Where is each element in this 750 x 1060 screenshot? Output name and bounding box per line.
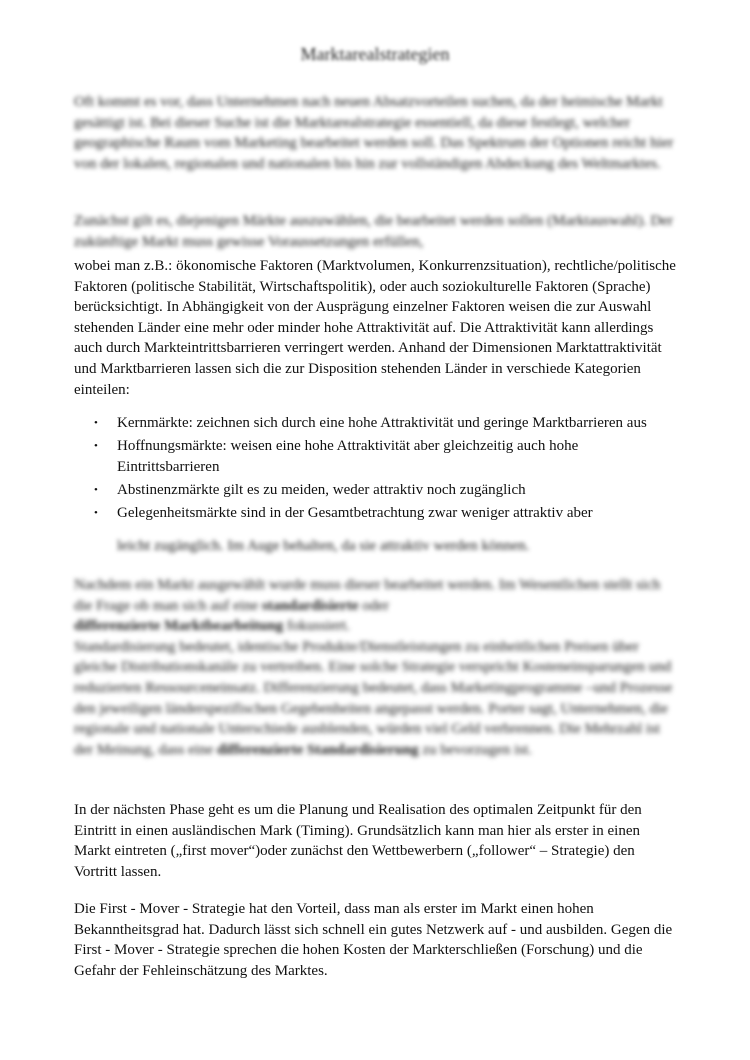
list-item-continuation-blurred: leicht zugänglich. Im Auge behalten, da sie attraktiv werden können. <box>117 538 530 554</box>
list-item <box>94 413 684 434</box>
paragraph-market-processing-blurred <box>74 575 680 760</box>
list-item-text: Gelegenheitsmärkte sind in der Gesamtbetrachtung zwar weniger attraktiv aber <box>117 504 593 521</box>
text-run: fokussiert. <box>287 618 350 635</box>
bullet-icon: • <box>94 506 98 519</box>
paragraph-intro-blurred: Oft kommt es vor, dass Unternehmen nach neuen Absatzvorteilen suchen, da der heimische Markt gesättigt ist. Bei dieser Suche ist die Marktarealstrategie essentiell, da diese festlegt, welcher geographische Raum vom Marketing bearbeitet werden soll. Das Spektrum der Optionen reicht hier von der lokalen, regionalen und nationalen bis hin zur vollständigen Abdeckung des Weltmarktes. <box>74 94 674 172</box>
bullet-icon: • <box>94 417 98 429</box>
text-run: Nachdem ein Markt ausgewählt wurde muss dieser bearbeitet werden. Im Wesentlichen stellt sich die Frage ob man sich auf eine <box>74 577 661 614</box>
paragraph-timing: In der nächsten Phase geht es um die Planung und Realisation des optimalen Zeitpunkt für den Eintritt in einen ausländischen Mark (Timing). Grundsätzlich kann man hier als erster in einen Markt eintreten („first mover“)oder zunächst den Wettbewerbern („follower“ – Strategie) den Vortritt lassen. <box>74 802 642 880</box>
market-category-list <box>94 413 684 526</box>
bullet-icon: • <box>94 439 98 452</box>
paragraph-first-mover: Die First - Mover - Strategie hat den Vorteil, dass man als erster im Markt einen hohen Bekanntheitsgrad hat. Dadurch lässt sich schnell ein gutes Netzwerk auf - und ausbilden. Gegen die First - Mover - Strategie sprechen die hohen Kosten der Markterschließen (Forschung) und die Gefahr der Fehleinschätzung des Marktes. <box>74 901 673 979</box>
list-item <box>94 480 684 501</box>
text-run: Standardisierung bedeutet, identische Produkte/Dienstleistungen zu einheitlichen Preisen über gleiche Distributionskanäle zu vertreiben. Eine solche Strategie verspricht Kosteneinsparungen und reduzierten Ressourceneinsatz. Differenzierung bedeutet, dass Marketingprogramme –und Prozesse den jeweiligen länderspezifischen Gegebenheiten angepasst werden. Porter sagt, Unternehmen, die regionale und nationale Unterschiede ausblenden, würden viel Geld verbrennen. Die Mehrzahl ist der Meinung, dass eine <box>74 638 673 758</box>
bullet-icon: • <box>94 483 98 496</box>
list-item <box>94 436 684 477</box>
document-title: Marktarealstrategien <box>300 44 450 64</box>
list-item-text: Hoffnungsmärkte: weisen eine hohe Attraktivität aber gleichzeitig auch hohe Eintrittsbarrieren <box>117 437 579 475</box>
emphasis-differenzierte-standardisierung: differenzierte Standardisierung <box>216 741 419 758</box>
paragraph-market-selection-blurred: Zunächst gilt es, diejenigen Märkte auszuwählen, die bearbeitet werden sollen (Marktauswahl). Der zukünftige Markt muss gewisse Voraussetzungen erfüllen, <box>74 213 673 250</box>
list-item-text: Kernmärkte: zeichnen sich durch eine hohe Attraktivität und geringe Marktbarrieren aus <box>117 415 647 431</box>
emphasis-differenziert: differenzierte Marktbearbeitung <box>74 618 284 635</box>
text-run: oder <box>362 597 389 614</box>
paragraph-market-selection: wobei man z.B.: ökonomische Faktoren (Marktvolumen, Konkurrenzsituation), rechtliche/politische Faktoren (politische Stabilität, Wirtschaftspolitik), oder auch soziokulturelle Faktoren (Sprache) berücksichtigt. In Abhängigkeit von der Ausprägung einzelner Faktoren weisen die zur Auswahl stehenden Länder eine mehr oder minder hohe Attraktivität auf. Die Attraktivität kann allerdings auch durch Markteintrittsbarrieren verringert werden. Anhand der Dimensionen Marktattraktivität und Marktbarrieren lassen sich die zur Disposition stehenden Länder in verschiede Kategorien einteilen: <box>74 258 676 398</box>
list-item <box>94 503 684 524</box>
list-item-text: Abstinenzmärkte gilt es zu meiden, weder attraktiv noch zugänglich <box>117 481 526 498</box>
emphasis-standardisiert: standardisierte <box>261 597 359 614</box>
text-run: zu bevorzugen ist. <box>422 741 532 758</box>
